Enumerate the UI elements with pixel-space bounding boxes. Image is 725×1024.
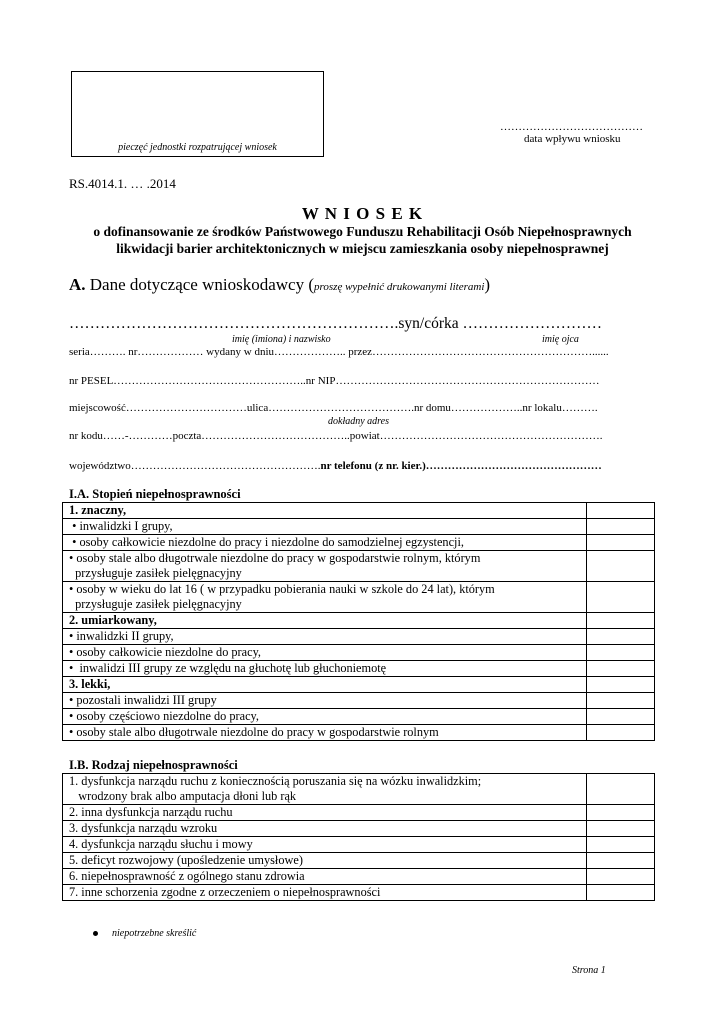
option-label-line: wrodzony brak albo amputacja dłoni lub rąk bbox=[69, 789, 297, 803]
option-label-line: • osoby całkowicie niezdolne do pracy, bbox=[69, 645, 261, 659]
check-cell[interactable] bbox=[587, 885, 655, 901]
check-cell[interactable] bbox=[587, 661, 655, 677]
option-label-line: 1. dysfunkcja narządu ruchu z koniecznością poruszania się na wózku inwalidzkim; bbox=[69, 774, 482, 788]
option-label bbox=[63, 661, 587, 677]
document-title: W N I O S E K bbox=[301, 204, 424, 223]
receipt-date-label: data wpływu wniosku bbox=[524, 133, 621, 145]
note-open: ( bbox=[308, 275, 315, 294]
check-cell[interactable] bbox=[587, 645, 655, 661]
option-label bbox=[63, 693, 587, 709]
option-label bbox=[63, 535, 587, 551]
option-label bbox=[63, 869, 587, 885]
table-row bbox=[63, 853, 655, 869]
table-row bbox=[63, 519, 655, 535]
disability-degree-table bbox=[62, 502, 655, 741]
option-label bbox=[63, 885, 587, 901]
voivodeship-field[interactable]: województwo……………………………………………. bbox=[69, 460, 321, 472]
option-label bbox=[63, 613, 587, 629]
footnote-text: niepotrzebne skreślić bbox=[112, 928, 197, 939]
postal-field[interactable]: nr kodu……-…………poczta…………………………………..powiat……………………………………………………. bbox=[69, 430, 603, 442]
option-label-line: przysługuje zasiłek pielęgnacyjny bbox=[69, 597, 242, 611]
option-label-line: • pozostali inwalidzi III grupy bbox=[69, 693, 217, 707]
option-label-line: 4. dysfunkcja narządu słuchu i mowy bbox=[69, 837, 253, 851]
subtitle-line-1: o dofinansowanie ze środków Państwowego Funduszu Rehabilitacji Osób Niepełnosprawnych bbox=[93, 224, 632, 239]
option-label-line: • osoby stale albo długotrwale niezdolne do pracy w gospodarstwie rolnym bbox=[69, 725, 439, 739]
check-cell[interactable] bbox=[587, 805, 655, 821]
voivodeship-phone-row bbox=[69, 460, 602, 472]
address-field[interactable]: miejscowość……………………………ulica………………………………….nr domu………………..nr lokalu………. bbox=[69, 402, 598, 414]
table-row bbox=[63, 629, 655, 645]
option-label-line: • inwalidzki II grupy, bbox=[69, 629, 174, 643]
option-label-line: • osoby całkowicie niezdolne do pracy i niezdolne do samodzielnej egzystencji, bbox=[69, 535, 464, 549]
check-cell[interactable] bbox=[587, 503, 655, 519]
check-cell[interactable] bbox=[587, 582, 655, 613]
stamp-box bbox=[71, 71, 324, 157]
option-label-line: 1. znaczny, bbox=[69, 503, 127, 517]
table-row bbox=[63, 709, 655, 725]
check-cell[interactable] bbox=[587, 613, 655, 629]
table-row bbox=[63, 725, 655, 741]
section-ia-heading: I.A. Stopień niepełnosprawności bbox=[69, 487, 241, 501]
option-label bbox=[63, 503, 587, 519]
table-row bbox=[63, 885, 655, 901]
option-label bbox=[63, 805, 587, 821]
check-cell[interactable] bbox=[587, 837, 655, 853]
table-row bbox=[63, 869, 655, 885]
option-label-line: • inwalidzki I grupy, bbox=[69, 519, 173, 533]
name-field[interactable]: ……………………………………………………….syn/córka ……………………… bbox=[69, 315, 603, 332]
page-number: Strona 1 bbox=[572, 965, 606, 976]
option-label bbox=[63, 725, 587, 741]
option-label-line: 2. inna dysfunkcja narządu ruchu bbox=[69, 805, 233, 819]
option-label bbox=[63, 677, 587, 693]
table-row bbox=[63, 645, 655, 661]
option-label-line: 3. dysfunkcja narządu wzroku bbox=[69, 821, 218, 835]
father-caption: imię ojca bbox=[542, 334, 579, 345]
bullet-icon bbox=[93, 931, 98, 936]
option-label-line: • osoby stale albo długotrwale niezdolne do pracy w gospodarstwie rolnym, którym bbox=[69, 551, 481, 565]
option-label bbox=[63, 551, 587, 582]
option-label bbox=[63, 629, 587, 645]
option-label-line: 6. niepełnosprawność z ogólnego stanu zdrowia bbox=[69, 869, 305, 883]
table-row bbox=[63, 821, 655, 837]
table-row bbox=[63, 503, 655, 519]
table-row bbox=[63, 551, 655, 582]
option-label bbox=[63, 519, 587, 535]
table-row bbox=[63, 805, 655, 821]
stamp-caption: pieczęć jednostki rozpatrującej wniosek bbox=[118, 142, 277, 153]
id-document-field[interactable]: seria………. nr……………… wydany w dniu……………….. przez……………………………………………………...... bbox=[69, 346, 609, 358]
phone-field[interactable]: nr telefonu (z nr. kier.)………………………………………… bbox=[320, 460, 602, 472]
check-cell[interactable] bbox=[587, 693, 655, 709]
section-a-note: proszę wypełnić drukowanymi literami bbox=[314, 281, 485, 293]
option-label bbox=[63, 645, 587, 661]
address-caption: dokładny adres bbox=[328, 416, 390, 427]
option-label-line: przysługuje zasiłek pielęgnacyjny bbox=[69, 566, 242, 580]
table-row bbox=[63, 774, 655, 805]
check-cell[interactable] bbox=[587, 869, 655, 885]
option-label bbox=[63, 837, 587, 853]
option-label bbox=[63, 821, 587, 837]
subtitle-line-2: likwidacji barier architektonicznych w miejscu zamieszkania osoby niepełnosprawnej bbox=[116, 241, 609, 256]
option-label-line: 5. deficyt rozwojowy (upośledzenie umysłowe) bbox=[69, 853, 303, 867]
footnote bbox=[93, 928, 196, 939]
table-row bbox=[63, 613, 655, 629]
option-label-line: • osoby częściowo niezdolne do pracy, bbox=[69, 709, 259, 723]
table-row bbox=[63, 837, 655, 853]
section-a-title: Dane dotyczące wnioskodawcy bbox=[89, 275, 305, 294]
option-label bbox=[63, 582, 587, 613]
option-label bbox=[63, 774, 587, 805]
section-ib-heading: I.B. Rodzaj niepełnosprawności bbox=[69, 758, 238, 772]
receipt-date-field[interactable]: ………………………………… bbox=[500, 121, 643, 133]
option-label bbox=[63, 709, 587, 725]
name-caption: imię (imiona) i nazwisko bbox=[232, 334, 331, 345]
pesel-nip-field[interactable]: nr PESEL……………………………………………..nr NIP……………………………………………………………… bbox=[69, 375, 600, 387]
table-row bbox=[63, 677, 655, 693]
check-cell[interactable] bbox=[587, 774, 655, 805]
section-a-letter: A. bbox=[69, 275, 86, 294]
check-cell[interactable] bbox=[587, 725, 655, 741]
check-cell[interactable] bbox=[587, 853, 655, 869]
disability-type-table bbox=[62, 773, 655, 901]
check-cell[interactable] bbox=[587, 677, 655, 693]
section-a-heading bbox=[69, 275, 490, 295]
option-label-line: 3. lekki, bbox=[69, 677, 111, 691]
note-close: ) bbox=[484, 275, 491, 294]
option-label-line: 7. inne schorzenia zgodne z orzeczeniem o niepełnosprawności bbox=[69, 885, 381, 899]
table-row bbox=[63, 535, 655, 551]
check-cell[interactable] bbox=[587, 535, 655, 551]
option-label-line: • inwalidzi III grupy ze względu na głuchotę lub głuchoniemotę bbox=[69, 661, 387, 675]
check-cell[interactable] bbox=[587, 821, 655, 837]
check-cell[interactable] bbox=[587, 709, 655, 725]
table-row bbox=[63, 661, 655, 677]
check-cell[interactable] bbox=[587, 629, 655, 645]
check-cell[interactable] bbox=[587, 551, 655, 582]
table-row bbox=[63, 582, 655, 613]
check-cell[interactable] bbox=[587, 519, 655, 535]
reference-number: RS.4014.1. … .2014 bbox=[69, 176, 176, 191]
option-label bbox=[63, 853, 587, 869]
option-label-line: 2. umiarkowany, bbox=[69, 613, 157, 627]
option-label-line: • osoby w wieku do lat 16 ( w przypadku pobierania nauki w szkole do 24 lat), którym bbox=[69, 582, 495, 596]
table-row bbox=[63, 693, 655, 709]
